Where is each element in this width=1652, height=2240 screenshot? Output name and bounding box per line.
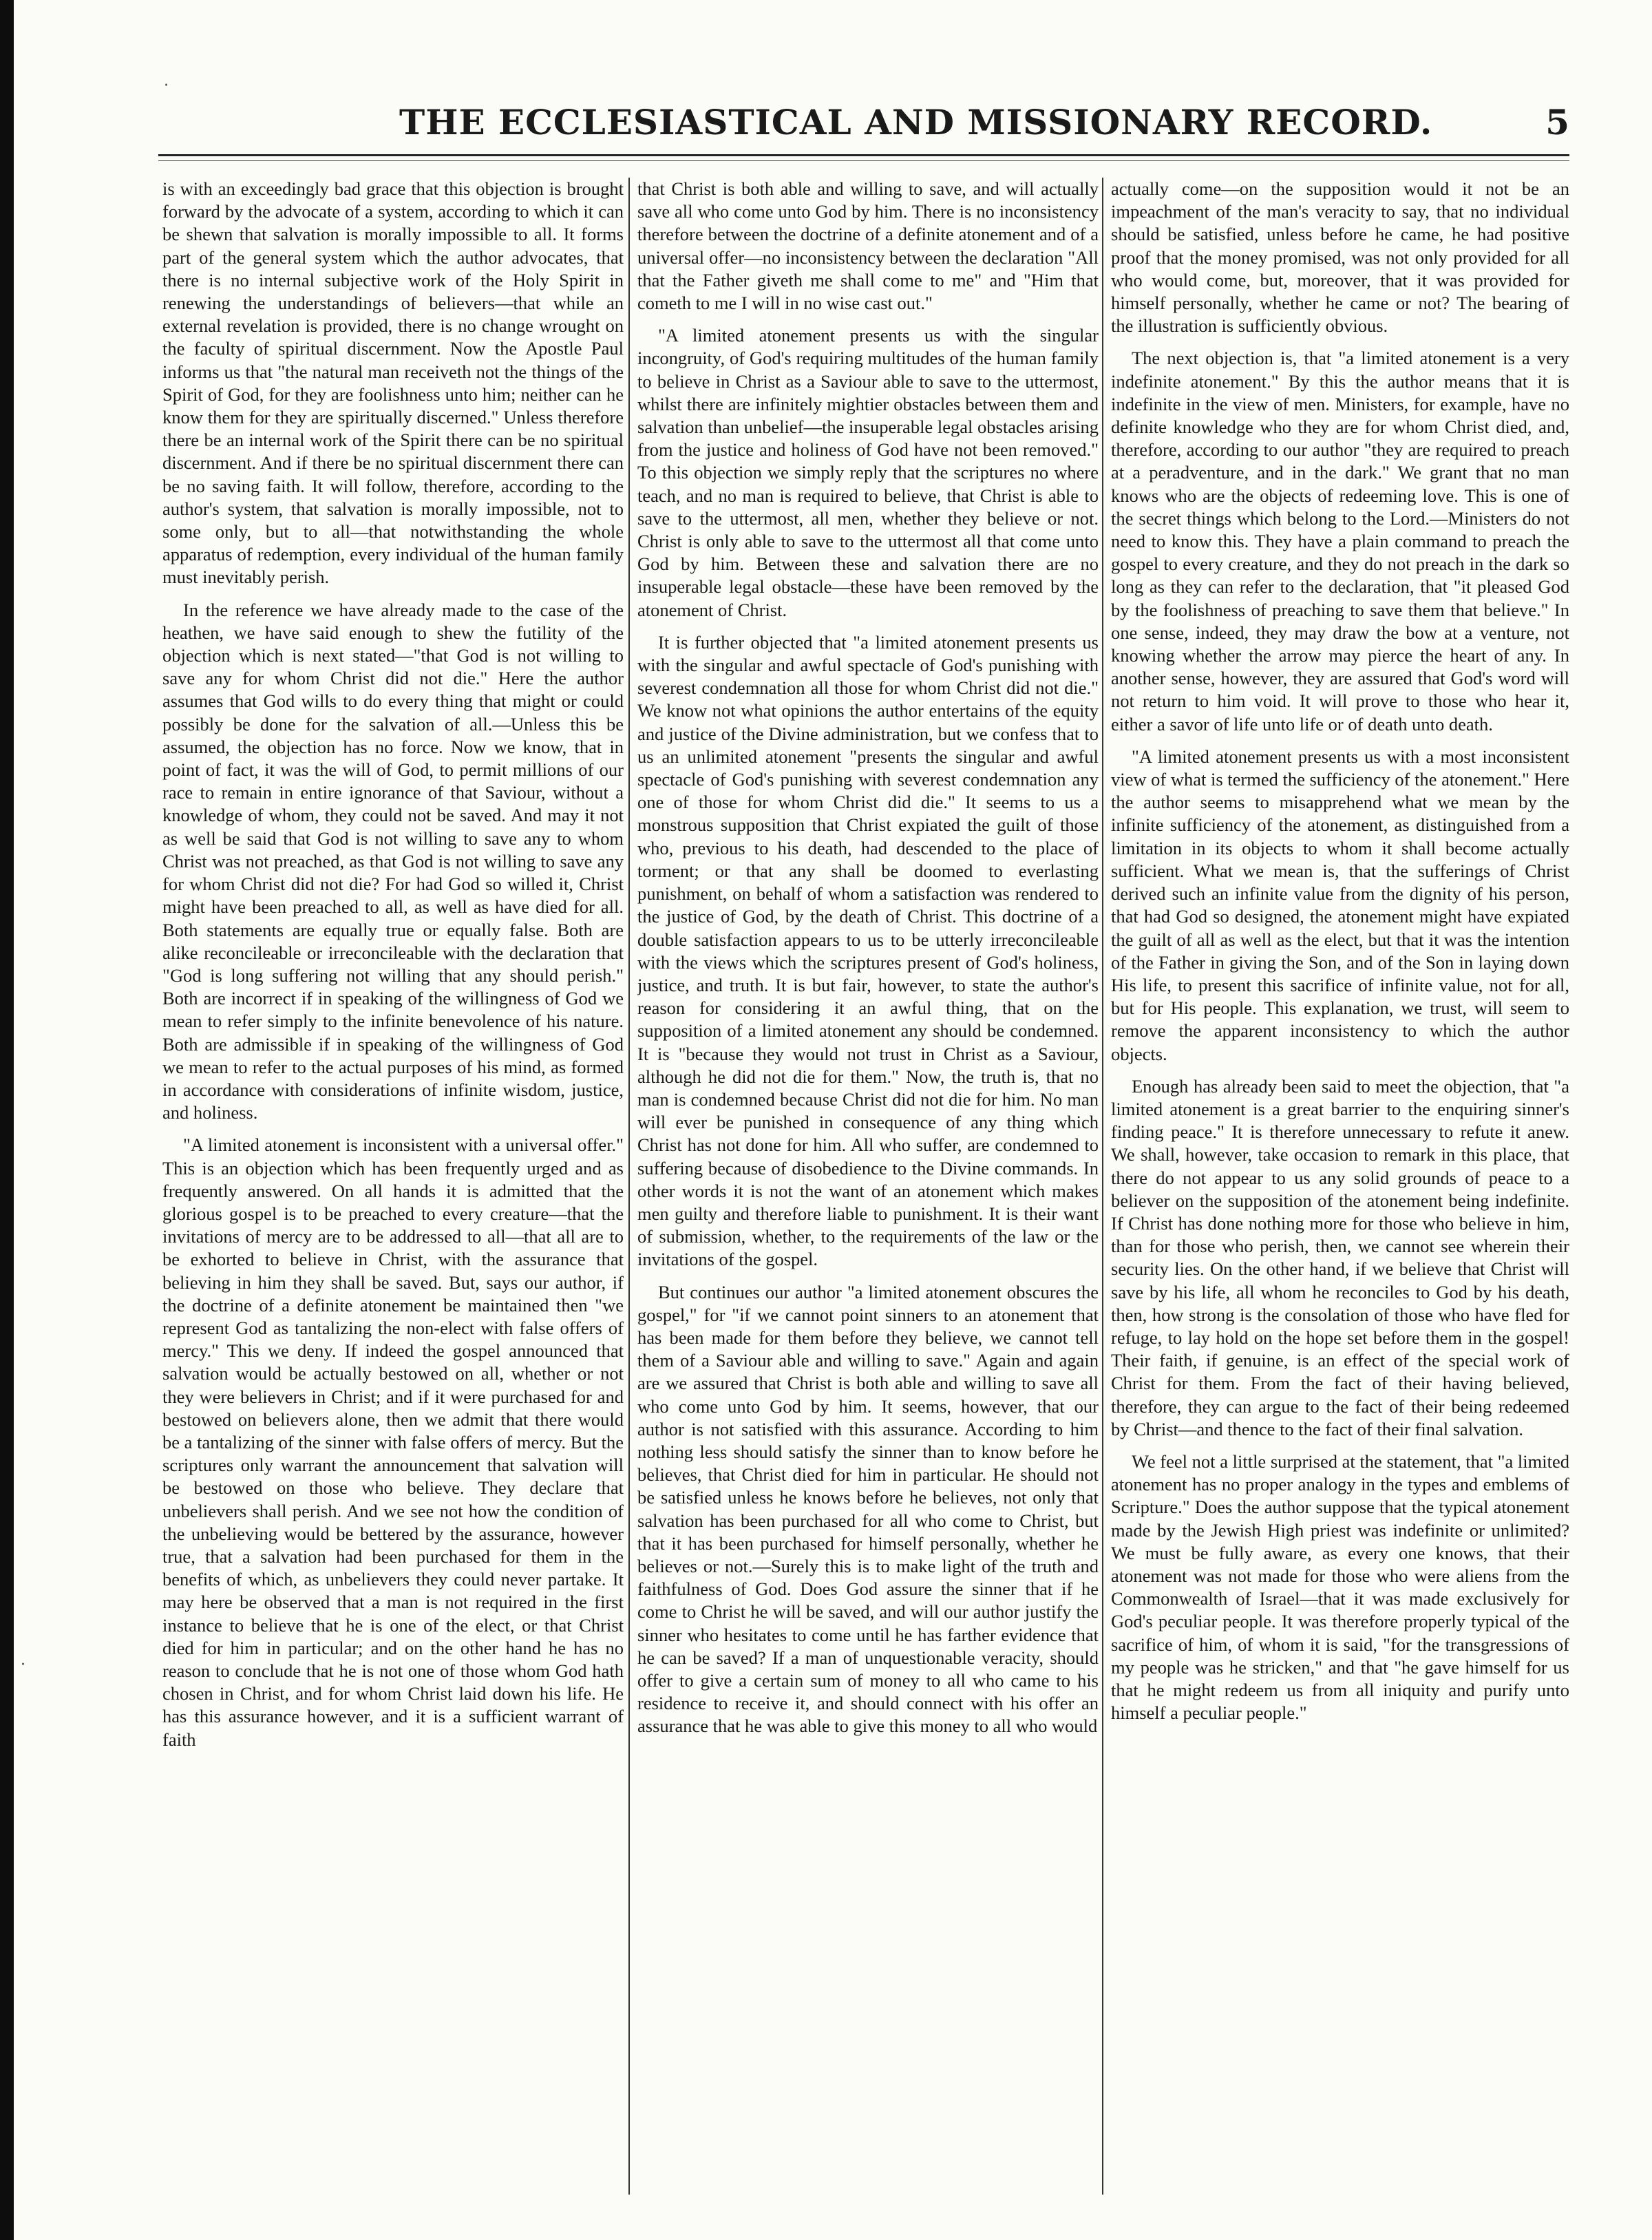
page-number: 5 [1545,102,1569,142]
paragraph: In the reference we have already made to the case of the heathen, we have said enough to shew the futility of the objection which is next stated—"that God is not willing to save any for whom Christ did not die." Here the author assumes that God wills to do every thing that might or could possibly be done for the salvation of all.—Unless this be assumed, the objection has no force. Now we know, that in point of fact, it was the will of God, to permit millions of our race to remain in entire ignorance of that Saviour, without a knowledge of whom, they could not be saved. And may it not as well be said that God is not willing to save any to whom Christ was not preached, as that God is not willing to save any for whom Christ did not die? For had God so willed it, Christ might have been preached to all, as well as have died for all. Both statements are equally true or equally false. Both are alike reconcileable or irreconcileable with the declaration that "God is long suffering not willing that any should perish." Both are incorrect if in speaking of the willingness of God we mean to refer simply to the infinite benevolence of his nature. Both are admissible if in speaking of the willingness of God we mean to refer to the actual purposes of his mind, as formed in accordance with considerations of infinite wisdom, justice, and holiness. [162,599,624,1123]
page-header [158,102,1569,150]
running-title: THE ECCLESIASTICAL AND MISSIONARY RECORD. [399,102,1433,142]
print-speck: · [21,1656,25,1673]
column-rule [628,178,630,2195]
paragraph: is with an exceedingly bad grace that this objection is brought forward by the advocate of a system, according to which it can be shewn that salvation is morally impossible to all. It forms part of the general system which the author advocates, that there is no internal subjective work of the Holy Spirit in renewing the understandings of believers—that while an external revelation is provided, there is no change wrought on the faculty of spiritual discernment. Now the Apostle Paul informs us that "the natural man receiveth not the things of the Spirit of God, for they are foolishness unto him; neither can he know them for they are spiritually discerned." Unless therefore there be an internal work of the Spirit there can be no spiritual discernment. And if there be no spiritual discernment there can be no saving faith. It will follow, therefore, according to the author's system, that salvation is morally impossible, not to some only, but to all—that notwithstanding the whole apparatus of redemption, every individual of the human family must inevitably perish. [162,178,624,588]
text-column-2 [637,178,1099,2195]
paragraph: "A limited atonement presents us with a most inconsistent view of what is termed the sufficiency of the atonement." Here the author seems to misapprehend what we mean by the infinite sufficiency of the atonement, as distinguished from a limitation in its objects to whom it shall become actually sufficient. What we mean is, that the sufferings of Christ derived such an infinite value from the dignity of his person, that had God so designed, the atonement might have expiated the guilt of all as well as the elect, but that it was the intention of the Father in giving the Son, and of the Son in laying down His life, to present this sacrifice of infinite value, not for all, but for His people. This explanation, we trust, will seem to remove the apparent inconsistency to which the author objects. [1111,746,1569,1064]
paragraph: We feel not a little surprised at the statement, that "a limited atonement has no proper analogy in the types and emblems of Scripture." Does the author suppose that the typical atonement made by the Jewish High priest was indefinite or unlimited? We must be fully aware, as every one knows, that their atonement was not made for those who were aliens from the Commonwealth of Israel—that it was made exclusively for God's peculiar people. It was therefore properly typical of the sacrifice of him, of whom it is said, "for the transgressions of my people was he stricken," and that "he gave himself for us that he might redeem us from all iniquity and purify unto himself a peculiar people." [1111,1450,1569,1724]
text-column-3 [1111,178,1569,2195]
paragraph: It is further objected that "a limited atonement presents us with the singular and awful spectacle of God's punishing with severest condemnation all those for whom Christ did not die." We know not what opinions the author entertains of the equity and justice of the Divine administration, but we confess that to us an unlimited atonement "presents the singular and awful spectacle of God's punishing with severest condemnation any one of those for whom Christ did die." It seems to us a monstrous supposition that Christ expiated the guilt of those who, previous to his death, had descended to the place of torment; or that any shall be doomed to everlasting punishment, on behalf of whom a satisfaction was rendered to the justice of God, by the death of Christ. This doctrine of a double satisfaction appears to us to be utterly irreconcileable with the views which the scriptures present of God's holiness, justice, and truth. It is but fair, however, to state the author's reason for considering it an awful thing, that on the supposition of a limited atonement any should be condemned. It is "because they would not trust in Christ as a Saviour, although he did not die for them." Now, the truth is, that no man is condemned because Christ did not die for him. No man will ever be punished in consequence of any thing which Christ has not done for him. All who suffer, are condemned to suffering because of disobedience to the Divine commands. In other words it is not the want of an atonement which makes men guilty and therefore liable to punishment. It is their want of submission, whether, to the requirements of the law or the invitations of the gospel. [637,631,1099,1270]
header-rule [158,154,1569,161]
print-speck: · [164,77,169,94]
paragraph: "A limited atonement is inconsistent with a universal offer." This is an objection which has been frequently urged and as frequently answered. On all hands it is admitted that the glorious gospel is to be preached to every creature—that the invitations of mercy are to be addressed to all—that all are to be exhorted to believe in Christ, with the assurance that believing in him they shall be saved. But, says our author, if the doctrine of a definite atonement be maintained then "we represent God as tantalizing the non-elect with false offers of mercy." This we deny. If indeed the gospel announced that salvation would be actually bestowed on all, whether or not they were believers in Christ; and if it were purchased for and bestowed on believers alone, then we admit that there would be a tantalizing of the sinner with false offers of mercy. But the scriptures only warrant the announcement that salvation will be bestowed on those who believe. They declare that unbelievers shall perish. And we see not how the condition of the unbelieving would be bettered by the assurance, however true, that a salvation had been purchased for them in the benefits of which, as unbelievers they could never partake. It may here be observed that a man is not required in the first instance to believe that he is one of the elect, or that Christ died for him in particular; and on the other hand he has no reason to conclude that he is not one of those whom God hath chosen in Christ, and for whom Christ laid down his life. He has this assurance however, and it is a sufficient warrant of faith [162,1134,624,1750]
paragraph: that Christ is both able and willing to save, and will actually save all who come unto God by him. There is no inconsistency therefore between the doctrine of a definite atonement and of a universal offer—no inconsistency between the declaration "All that the Father giveth me shall come to me" and "Him that cometh to me I will in no wise cast out." [637,178,1099,314]
paragraph: Enough has already been said to meet the objection, that "a limited atonement is a great barrier to the enquiring sinner's finding peace." It is therefore unnecessary to refute it anew. We shall, however, take occasion to remark in this place, that there do not appear to us any solid grounds of peace to a believer on the supposition of the atonement being indefinite. If Christ has done nothing more for those who believe in him, than for those who perish, then, we cannot see wherein their security lies. On the other hand, if we believe that Christ will save by his life, all whom he reconciles to God by his death, then, how strong is the consolation of those who have fled for refuge, to lay hold on the hope set before them in the gospel! Their faith, if genuine, is an effect of the special work of Christ for them. From the fact of their having believed, therefore, they can argue to the fact of their being redeemed by Christ—and thence to the fact of their final salvation. [1111,1075,1569,1439]
paragraph: But continues our author "a limited atonement obscures the gospel," for "if we cannot point sinners to an atonement that has been made for them before they believe, we cannot tell them of a Saviour able and willing to save." Again and again are we assured that Christ is both able and willing to save all who come unto God by him. It seems, however, that our author is not satisfied with this assurance. According to him nothing less should satisfy the sinner than to know before he believes, that Christ died for him in particular. He should not be satisfied unless he knows before he believes, not only that salvation has been purchased for all who come to Christ, but that it has been purchased for himself personally, whether he believes or not.—Surely this is to make light of the truth and faithfulness of God. Does God assure the sinner that if he come to Christ he will be saved, and will our author justify the sinner who hesitates to come until he has farther evidence that he can be saved? If a man of unquestionable veracity, should offer to give a certain sum of money to all who came to his residence to receive it, and should connect with his offer an assurance that he was able to give this money to all who would [637,1281,1099,1737]
text-column-1 [162,178,624,2195]
binding-edge [0,0,14,2240]
paragraph: "A limited atonement presents us with the singular incongruity, of God's requiring multitudes of the human family to believe in Christ as a Saviour able to save to the uttermost, whilst there are infinitely mightier obstacles between them and salvation than unbelief—the insuperable legal obstacles arising from the justice and holiness of God have not been removed." To this objection we simply reply that the scriptures no where teach, and no man is required to believe, that Christ is able to save to the uttermost, all men, whether they believe or not. Christ is only able to save to the uttermost all that come unto God by him. Between these and salvation there are no insuperable legal obstacle—these have been removed by the atonement of Christ. [637,325,1099,620]
column-rule [1102,178,1103,2195]
paragraph: The next objection is, that "a limited atonement is a very indefinite atonement." By this the author means that it is indefinite in the view of men. Ministers, for example, have no definite knowledge who they are for whom Christ died, and, therefore, according to our author "they are required to preach at a peradventure, and in the dark." We grant that no man knows who are the objects of redeeming love. This is one of the secret things which belong to the Lord.—Ministers do not need to know this. They have a plain command to preach the gospel to every creature, and they do not preach in the dark so long as they can refer to the declaration, that "it pleased God by the foolishness of preaching to save them that believe." In one sense, indeed, they may draw the bow at a venture, not knowing whether the arrow may pierce the heart of any. In another sense, however, they are assured that God's word will not return to him void. It will prove to those who hear it, either a savor of life unto life or of death unto death. [1111,348,1569,735]
paragraph: actually come—on the supposition would it not be an impeachment of the man's veracity to say, that no individual should be satisfied, unless before he came, he had positive proof that the money promised, was not only provided for all who would come, but, moreover, that it was provided for himself personally, whether he came or not? The bearing of the illustration is sufficiently obvious. [1111,178,1569,337]
